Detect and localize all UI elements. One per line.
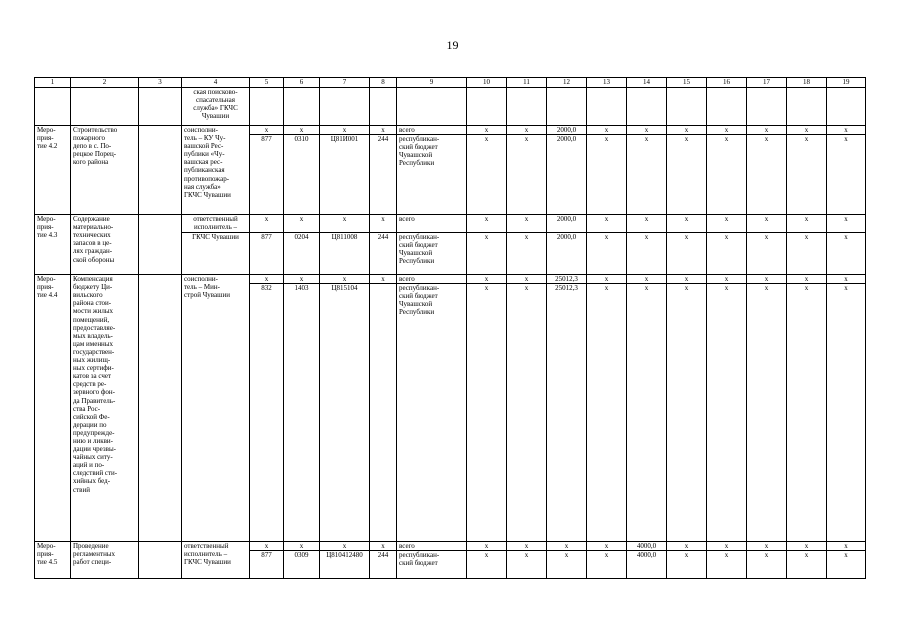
value-cell: х (284, 542, 320, 551)
value-cell (370, 284, 397, 542)
value-cell: х (507, 215, 547, 233)
header-cell: 5 (250, 78, 284, 88)
value-cell: Ц81И001 (320, 135, 370, 215)
value-cell: 4000,0 (627, 542, 667, 551)
table-cell (787, 88, 827, 126)
value-cell: х (707, 126, 747, 135)
value-cell: х (707, 551, 747, 579)
value-cell: х (467, 284, 507, 542)
value-cell: х (747, 542, 787, 551)
value-cell: х (747, 275, 787, 284)
value-cell: х (467, 126, 507, 135)
table-cell (139, 88, 182, 126)
value-cell: х (667, 275, 707, 284)
header-cell: 13 (587, 78, 627, 88)
funding-source-cell: всего (397, 126, 467, 135)
value-cell: х (320, 542, 370, 551)
header-cell: 10 (467, 78, 507, 88)
value-cell: х (370, 215, 397, 233)
value-cell: 832 (250, 284, 284, 542)
value-cell: х (747, 135, 787, 215)
funding-source-cell: всего (397, 275, 467, 284)
value-cell: 0310 (284, 135, 320, 215)
value-cell: х (467, 542, 507, 551)
funding-source-cell: республикан- ский бюджет Чувашской Республики (397, 284, 467, 542)
table-cell (35, 88, 71, 126)
value-cell: х (667, 215, 707, 233)
value-cell: х (587, 551, 627, 579)
value-cell: х (250, 542, 284, 551)
table-cell (320, 88, 370, 126)
measure-title-cell: Проведение регламентных работ специ- (71, 542, 139, 579)
header-cell: 8 (370, 78, 397, 88)
measure-number-cell: Меро- прия- тие 4.2 (35, 126, 71, 215)
header-cell: 14 (627, 78, 667, 88)
value-cell: 244 (370, 233, 397, 275)
value-cell: х (747, 551, 787, 579)
table-cell (139, 215, 182, 275)
value-cell: 877 (250, 551, 284, 579)
value-cell: х (507, 542, 547, 551)
header-cell: 12 (547, 78, 587, 88)
value-cell: х (827, 284, 866, 542)
value-cell: х (707, 215, 747, 233)
value-cell: х (787, 126, 827, 135)
value-cell: 25012,3 (547, 284, 587, 542)
funding-source-cell: республикан- ский бюджет Чувашской Республики (397, 233, 467, 275)
value-cell: х (827, 135, 866, 215)
value-cell: х (707, 135, 747, 215)
measure-title-cell: Содержание материально- технических запасов в це- лях граждан- ской обороны (71, 215, 139, 275)
value-cell: х (250, 215, 284, 233)
value-cell: х (667, 542, 707, 551)
measure-row (35, 275, 866, 284)
value-cell: х (547, 542, 587, 551)
measure-title-cell: Компенсация бюджету Ци- вильского района стои- мости жилых помещений, предоставляе- мых владель- цам именных государствен- ных жилищ- ных сертифи- катов за счет средств ре- зервного фон- да Правитель- ства Рос- сийской Фе- дерации по предупрежде- нию и ликви- дации чрезвы- чайных ситу- аций и по- следствий сти- хийных бед- ствий (71, 275, 139, 542)
value-cell: х (827, 275, 866, 284)
value-cell: х (627, 233, 667, 275)
measure-row (35, 542, 866, 551)
value-cell: 1403 (284, 284, 320, 542)
value-cell: х (284, 275, 320, 284)
funding-source-cell: всего (397, 542, 467, 551)
value-cell: х (370, 542, 397, 551)
value-cell: х (587, 542, 627, 551)
table-cell (397, 88, 467, 126)
value-cell: х (827, 233, 866, 275)
value-cell: х (787, 233, 827, 275)
executor-cell: соисполни- тель – Мин- строй Чувашии (182, 275, 250, 542)
value-cell: х (320, 126, 370, 135)
value-cell: х (547, 551, 587, 579)
continuation-row (35, 88, 866, 126)
value-cell: 244 (370, 135, 397, 215)
value-cell: х (250, 275, 284, 284)
table-cell (139, 126, 182, 215)
header-cell: 15 (667, 78, 707, 88)
value-cell: х (627, 275, 667, 284)
value-cell: х (250, 126, 284, 135)
value-cell: х (370, 126, 397, 135)
value-cell: х (667, 135, 707, 215)
value-cell: х (627, 215, 667, 233)
executor-cell: ответственный исполнитель – (182, 215, 250, 233)
value-cell: х (284, 126, 320, 135)
value-cell: х (587, 215, 627, 233)
header-cell: 6 (284, 78, 320, 88)
value-cell: х (467, 551, 507, 579)
table-cell (284, 88, 320, 126)
program-table (34, 77, 866, 579)
header-cell: 18 (787, 78, 827, 88)
value-cell: х (747, 215, 787, 233)
value-cell: Ц810412480 (320, 551, 370, 579)
header-cell: 4 (182, 78, 250, 88)
value-cell: 4000,0 (627, 551, 667, 579)
table-cell (547, 88, 587, 126)
value-cell: 0309 (284, 551, 320, 579)
value-cell: х (320, 275, 370, 284)
value-cell: х (507, 126, 547, 135)
value-cell: х (507, 284, 547, 542)
table-cell (467, 88, 507, 126)
value-cell: х (787, 215, 827, 233)
executor-cell: соисполни- тель – КУ Чу- вашской Рес- публики «Чу- вашская рес- публиканская противопожар- ная служба» ГКЧС Чувашии (182, 126, 250, 215)
table-cell (139, 275, 182, 542)
value-cell: х (284, 215, 320, 233)
value-cell: х (787, 542, 827, 551)
value-cell: х (827, 126, 866, 135)
value-cell: 25012,3 (547, 275, 587, 284)
value-cell: х (507, 275, 547, 284)
value-cell: 877 (250, 135, 284, 215)
value-cell: х (627, 126, 667, 135)
value-cell: х (627, 284, 667, 542)
funding-source-cell: республикан- ский бюджет Чувашской Республики (397, 135, 467, 215)
measure-row (35, 215, 866, 233)
value-cell: 2000,0 (547, 215, 587, 233)
value-cell: х (507, 551, 547, 579)
value-cell: х (587, 284, 627, 542)
table-cell (71, 88, 139, 126)
measure-title-cell: Строительство пожарного депо в с. По- рецкое Порец- кого района (71, 126, 139, 215)
funding-source-cell: всего (397, 215, 467, 233)
header-cell: 3 (139, 78, 182, 88)
value-cell: х (827, 542, 866, 551)
value-cell: 877 (250, 233, 284, 275)
value-cell: х (587, 135, 627, 215)
value-cell: 244 (370, 551, 397, 579)
value-cell: х (787, 284, 827, 542)
value-cell: х (320, 215, 370, 233)
value-cell: х (747, 126, 787, 135)
header-cell: 17 (747, 78, 787, 88)
table-cell (507, 88, 547, 126)
value-cell: х (507, 135, 547, 215)
value-cell: х (707, 542, 747, 551)
value-cell: х (587, 126, 627, 135)
value-cell: х (467, 135, 507, 215)
value-cell: х (827, 551, 866, 579)
header-cell: 9 (397, 78, 467, 88)
table-cell (370, 88, 397, 126)
value-cell: х (787, 551, 827, 579)
header-cell: 11 (507, 78, 547, 88)
value-cell: х (467, 233, 507, 275)
measure-number-cell: Меро- прия- тие 4.4 (35, 275, 71, 542)
value-cell: х (827, 215, 866, 233)
page-number: 19 (446, 38, 459, 52)
funding-source-cell: республикан- ский бюджет (397, 551, 467, 579)
executor-cell: ГКЧС Чувашии (182, 233, 250, 275)
value-cell: х (747, 284, 787, 542)
table-cell (250, 88, 284, 126)
value-cell: 2000,0 (547, 126, 587, 135)
header-cell: 2 (71, 78, 139, 88)
value-cell: х (467, 275, 507, 284)
header-cell: 7 (320, 78, 370, 88)
header-cell: 19 (827, 78, 866, 88)
table-cell (627, 88, 667, 126)
measure-number-cell: Меро- прия- тие 4.3 (35, 215, 71, 275)
header-cell: 16 (707, 78, 747, 88)
executor-cell: ответственный исполнитель – ГКЧС Чувашии (182, 542, 250, 579)
table-cell (747, 88, 787, 126)
value-cell: х (707, 284, 747, 542)
executor-cell: ская поисково- спасательная служба» ГКЧС Чувашии (182, 88, 250, 126)
value-cell: х (787, 135, 827, 215)
value-cell: х (667, 284, 707, 542)
value-cell: 0204 (284, 233, 320, 275)
header-cell: 1 (35, 78, 71, 88)
value-cell: Ц815104 (320, 284, 370, 542)
value-cell: х (370, 275, 397, 284)
value-cell: х (707, 275, 747, 284)
table-cell (139, 542, 182, 579)
measure-number-cell: Меро- прия- тие 4.5 (35, 542, 71, 579)
table-cell (827, 88, 866, 126)
value-cell: х (747, 233, 787, 275)
value-cell: х (467, 215, 507, 233)
value-cell: х (707, 233, 747, 275)
value-cell: 2000,0 (547, 135, 587, 215)
value-cell: х (667, 551, 707, 579)
value-cell: х (507, 233, 547, 275)
table-cell (587, 88, 627, 126)
value-cell: х (627, 135, 667, 215)
value-cell: 2000,0 (547, 233, 587, 275)
value-cell: х (587, 233, 627, 275)
value-cell: х (667, 233, 707, 275)
table-cell (707, 88, 747, 126)
measure-row (35, 126, 866, 135)
table-cell (667, 88, 707, 126)
value-cell: х (667, 126, 707, 135)
header-row (35, 78, 866, 88)
value-cell: Ц811008 (320, 233, 370, 275)
value-cell: х (787, 275, 827, 284)
value-cell: х (587, 275, 627, 284)
